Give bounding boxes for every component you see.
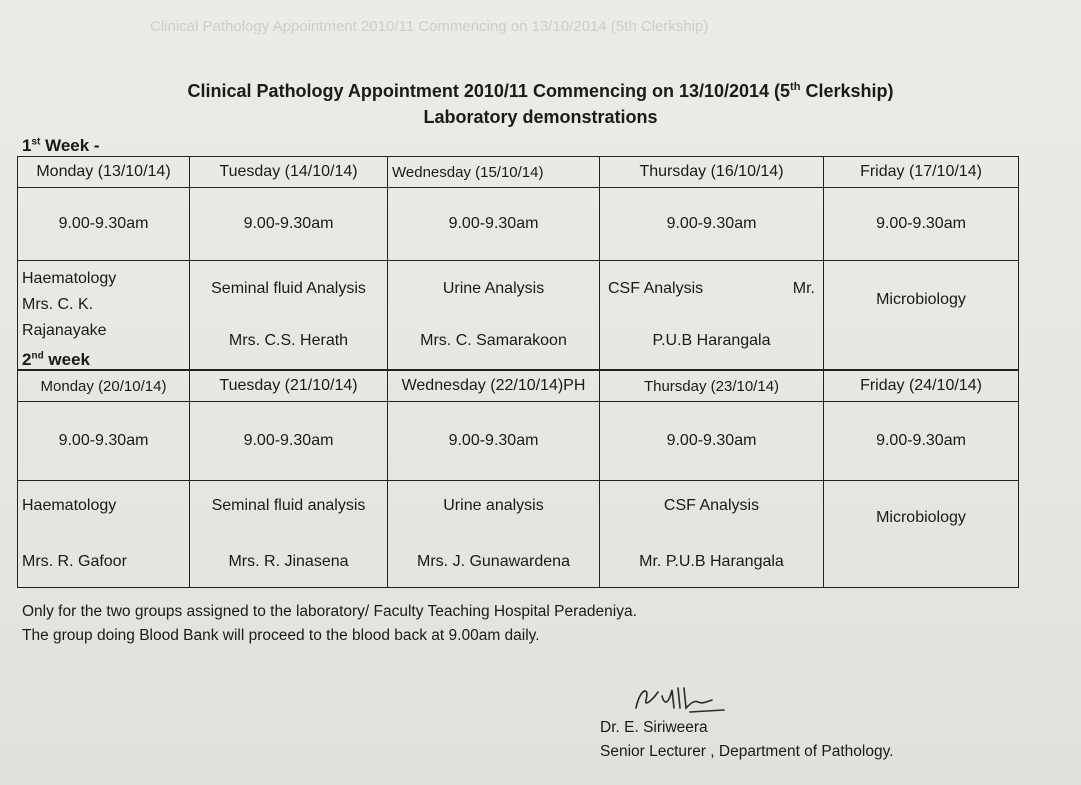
day-header: Friday (17/10/14) <box>824 157 1019 188</box>
time-slot: 9.00-9.30am <box>388 188 600 261</box>
week-1-label: 1st Week - <box>22 136 100 155</box>
time-slot: 9.00-9.30am <box>190 188 388 261</box>
lab-staff: Mrs. J. Gunawardena <box>417 553 570 570</box>
signatory-title: Senior Lecturer , Department of Pathology. <box>600 743 894 760</box>
time-slot: 9.00-9.30am <box>824 188 1019 261</box>
signature-block <box>600 716 894 764</box>
time-slot: 9.00-9.30am <box>18 188 190 261</box>
lab-staff: P.U.B Harangala <box>652 332 771 349</box>
lab-cell <box>600 481 824 588</box>
lab-subject: Urine analysis <box>443 497 544 514</box>
time-slot: 9.00-9.30am <box>600 188 824 261</box>
title-line-1: Clinical Pathology Appointment 2010/11 Commencing on 13/10/2014 (5th Clerkship) <box>187 81 894 101</box>
signatory-name: Dr. E. Siriweera <box>600 719 708 736</box>
time-slot: 9.00-9.30am <box>824 402 1019 481</box>
time-slot: 9.00-9.30am <box>190 402 388 481</box>
week-1-day-row <box>18 157 1019 188</box>
week-2-lab-row <box>18 481 1019 588</box>
note-line: The group doing Blood Bank will proceed to the blood back at 9.00am daily. <box>22 627 540 644</box>
day-header: Thursday (23/10/14) <box>600 371 824 402</box>
day-header: Thursday (16/10/14) <box>600 157 824 188</box>
time-slot: 9.00-9.30am <box>388 402 600 481</box>
week-1-time-row <box>18 188 1019 261</box>
lab-cell <box>190 261 388 370</box>
day-header: Tuesday (21/10/14) <box>190 371 388 402</box>
lab-subject: Haematology <box>22 497 117 514</box>
lab-staff-title: Mr. <box>792 280 815 297</box>
lab-cell <box>388 481 600 588</box>
lab-subject: CSF Analysis <box>608 280 704 297</box>
lab-cell <box>388 261 600 370</box>
lab-subject: Urine Analysis <box>442 280 545 297</box>
document-title <box>0 74 1081 130</box>
lab-cell: Microbiology <box>824 261 1019 370</box>
day-header: Tuesday (14/10/14) <box>190 157 388 188</box>
week-2-label: 2nd week <box>22 350 90 369</box>
week-1-table <box>17 156 1019 370</box>
title-line-2: Laboratory demonstrations <box>423 107 658 127</box>
lab-staff: Mrs. R. Gafoor <box>22 553 127 570</box>
lab-staff: Mrs. C. K. <box>22 296 94 313</box>
time-slot: 9.00-9.30am <box>18 402 190 481</box>
note-line: Only for the two groups assigned to the laboratory/ Faculty Teaching Hospital Peradeniya. <box>22 603 637 620</box>
notes <box>22 600 637 648</box>
lab-subject: Haematology <box>22 270 117 287</box>
week-1-lab-row <box>18 261 1019 370</box>
lab-cell: Microbiology <box>824 481 1019 588</box>
bleed-through-text: Clinical Pathology Appointment 2010/11 Commencing on 13/10/2014 (5th Clerkship) <box>150 18 709 35</box>
lab-cell <box>600 261 824 370</box>
week-2-day-row <box>18 371 1019 402</box>
week-2-table <box>17 370 1019 588</box>
day-header: Monday (20/10/14) <box>18 371 190 402</box>
day-header: Monday (13/10/14) <box>18 157 190 188</box>
day-header: Wednesday (22/10/14)PH <box>388 371 600 402</box>
lab-subject: CSF Analysis <box>663 497 760 514</box>
lab-staff: Mr. P.U.B Harangala <box>639 553 784 570</box>
lab-subject: Seminal fluid analysis <box>211 497 366 514</box>
time-slot: 9.00-9.30am <box>600 402 824 481</box>
day-header: Friday (24/10/14) <box>824 371 1019 402</box>
day-header: Wednesday (15/10/14) <box>388 157 600 188</box>
lab-staff: Mrs. R. Jinasena <box>228 553 349 570</box>
lab-staff: Mrs. C.S. Herath <box>228 332 349 349</box>
lab-cell <box>18 481 190 588</box>
lab-staff: Mrs. C. Samarakoon <box>420 332 567 349</box>
signature-icon <box>628 678 728 718</box>
lab-staff: Rajanayake <box>22 322 107 339</box>
week-2-time-row <box>18 402 1019 481</box>
lab-subject: Seminal fluid Analysis <box>211 280 366 297</box>
lab-cell <box>190 481 388 588</box>
